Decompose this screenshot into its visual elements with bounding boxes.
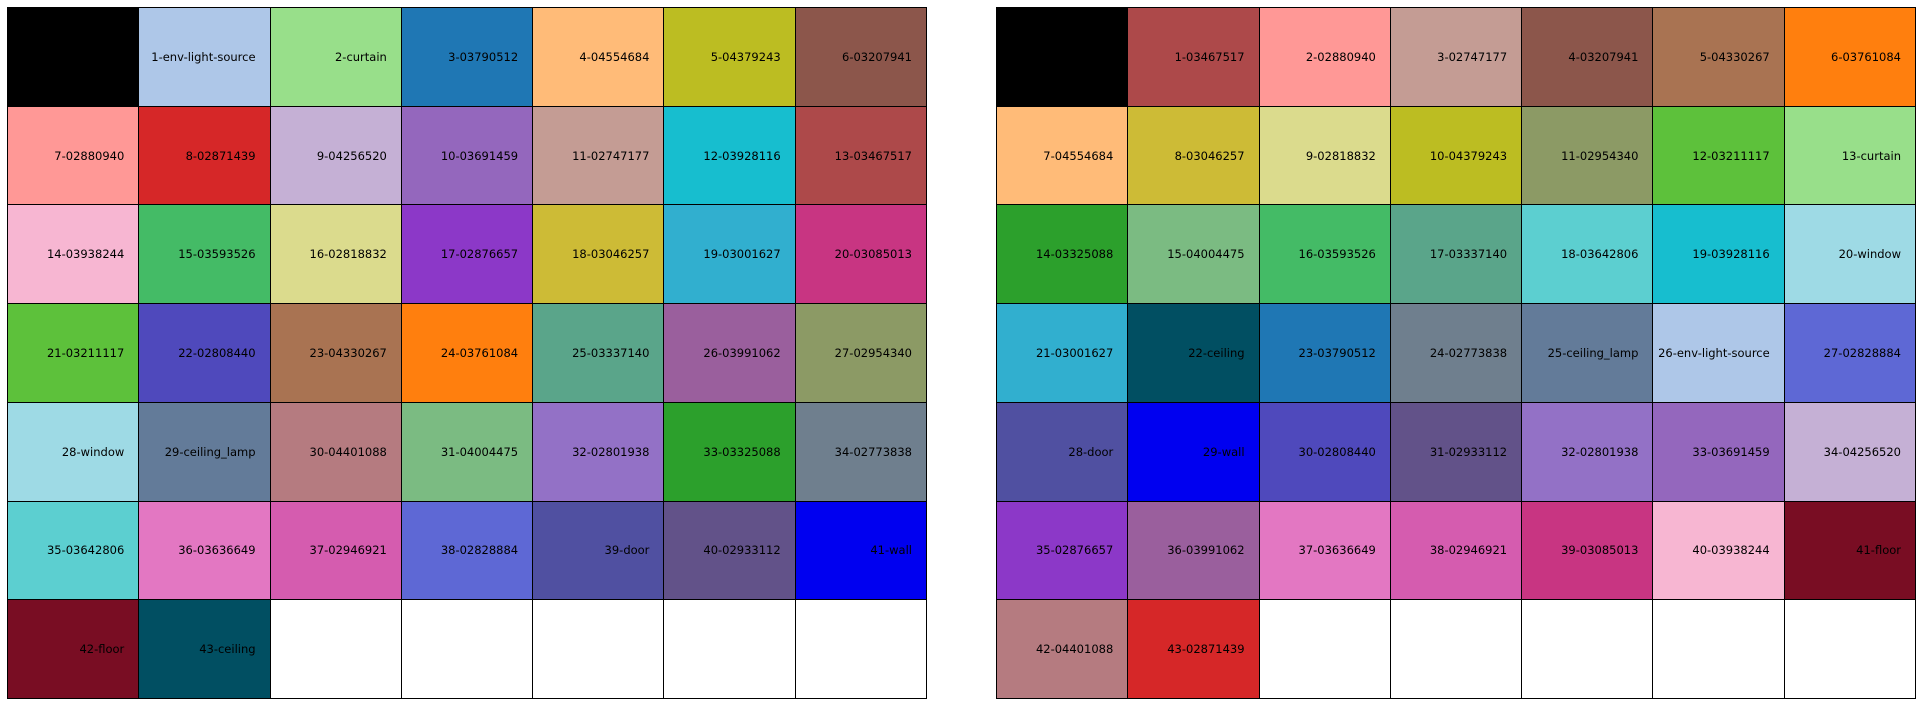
color-swatch: 29-ceiling_lamp xyxy=(139,403,270,502)
color-swatch: 4-03207941 xyxy=(1522,8,1653,107)
color-swatch: 14-03325088 xyxy=(997,205,1128,304)
color-swatch: 36-03991062 xyxy=(1128,502,1259,601)
empty-swatch xyxy=(1522,600,1653,699)
color-swatch: 6-03207941 xyxy=(796,8,927,107)
empty-swatch xyxy=(1785,600,1916,699)
empty-swatch xyxy=(271,600,402,699)
color-swatch: 40-02933112 xyxy=(664,502,795,601)
color-swatch: 21-03211117 xyxy=(8,304,139,403)
color-swatch: 1-03467517 xyxy=(1128,8,1259,107)
color-swatch: 3-02747177 xyxy=(1391,8,1522,107)
color-swatch: 28-door xyxy=(997,403,1128,502)
color-swatch: 16-02818832 xyxy=(271,205,402,304)
color-swatch: 34-02773838 xyxy=(796,403,927,502)
empty-swatch xyxy=(402,600,533,699)
color-swatch: 18-03642806 xyxy=(1522,205,1653,304)
empty-swatch xyxy=(997,8,1128,107)
color-swatch: 33-03325088 xyxy=(664,403,795,502)
color-swatch: 28-window xyxy=(8,403,139,502)
color-swatch: 37-02946921 xyxy=(271,502,402,601)
color-swatch: 39-door xyxy=(533,502,664,601)
color-swatch: 12-03211117 xyxy=(1653,107,1784,206)
color-swatch: 8-02871439 xyxy=(139,107,270,206)
color-swatch: 17-03337140 xyxy=(1391,205,1522,304)
color-swatch: 29-wall xyxy=(1128,403,1259,502)
color-swatch: 16-03593526 xyxy=(1260,205,1391,304)
color-swatch: 18-03046257 xyxy=(533,205,664,304)
color-swatch: 24-02773838 xyxy=(1391,304,1522,403)
color-swatch: 8-03046257 xyxy=(1128,107,1259,206)
color-swatch: 13-curtain xyxy=(1785,107,1916,206)
empty-swatch xyxy=(664,600,795,699)
color-swatch: 4-04554684 xyxy=(533,8,664,107)
color-swatch: 11-02747177 xyxy=(533,107,664,206)
color-swatch: 39-03085013 xyxy=(1522,502,1653,601)
empty-swatch xyxy=(533,600,664,699)
color-swatch: 41-wall xyxy=(796,502,927,601)
color-swatch: 23-04330267 xyxy=(271,304,402,403)
color-legend-grid-right xyxy=(996,7,1916,699)
color-swatch: 11-02954340 xyxy=(1522,107,1653,206)
empty-swatch xyxy=(1391,600,1522,699)
color-swatch: 15-03593526 xyxy=(139,205,270,304)
color-swatch: 31-04004475 xyxy=(402,403,533,502)
color-swatch: 25-03337140 xyxy=(533,304,664,403)
color-swatch: 6-03761084 xyxy=(1785,8,1916,107)
color-swatch: 12-03928116 xyxy=(664,107,795,206)
color-swatch: 35-03642806 xyxy=(8,502,139,601)
color-swatch: 32-02801938 xyxy=(1522,403,1653,502)
color-swatch: 35-02876657 xyxy=(997,502,1128,601)
color-swatch: 30-02808440 xyxy=(1260,403,1391,502)
color-swatch: 23-03790512 xyxy=(1260,304,1391,403)
color-swatch: 7-02880940 xyxy=(8,107,139,206)
color-swatch: 13-03467517 xyxy=(796,107,927,206)
color-swatch: 27-02828884 xyxy=(1785,304,1916,403)
color-swatch: 36-03636649 xyxy=(139,502,270,601)
color-swatch: 31-02933112 xyxy=(1391,403,1522,502)
color-swatch: 2-curtain xyxy=(271,8,402,107)
empty-swatch xyxy=(796,600,927,699)
color-swatch: 20-window xyxy=(1785,205,1916,304)
color-swatch: 37-03636649 xyxy=(1260,502,1391,601)
color-swatch: 17-02876657 xyxy=(402,205,533,304)
color-swatch: 43-02871439 xyxy=(1128,600,1259,699)
color-swatch: 24-03761084 xyxy=(402,304,533,403)
color-swatch: 38-02828884 xyxy=(402,502,533,601)
color-swatch: 10-04379243 xyxy=(1391,107,1522,206)
color-swatch: 32-02801938 xyxy=(533,403,664,502)
color-swatch: 34-04256520 xyxy=(1785,403,1916,502)
color-swatch: 5-04379243 xyxy=(664,8,795,107)
color-swatch: 5-04330267 xyxy=(1653,8,1784,107)
empty-swatch xyxy=(1653,600,1784,699)
color-swatch: 2-02880940 xyxy=(1260,8,1391,107)
color-swatch: 27-02954340 xyxy=(796,304,927,403)
color-swatch: 40-03938244 xyxy=(1653,502,1784,601)
color-swatch: 43-ceiling xyxy=(139,600,270,699)
color-swatch: 3-03790512 xyxy=(402,8,533,107)
color-swatch: 15-04004475 xyxy=(1128,205,1259,304)
color-swatch: 38-02946921 xyxy=(1391,502,1522,601)
color-swatch: 22-ceiling xyxy=(1128,304,1259,403)
color-swatch: 33-03691459 xyxy=(1653,403,1784,502)
color-swatch: 42-floor xyxy=(8,600,139,699)
color-swatch: 9-04256520 xyxy=(271,107,402,206)
color-swatch: 20-03085013 xyxy=(796,205,927,304)
color-swatch: 30-04401088 xyxy=(271,403,402,502)
color-swatch: 19-03928116 xyxy=(1653,205,1784,304)
color-swatch: 26-env-light-source xyxy=(1653,304,1784,403)
color-swatch: 10-03691459 xyxy=(402,107,533,206)
color-swatch: 1-env-light-source xyxy=(139,8,270,107)
color-swatch: 21-03001627 xyxy=(997,304,1128,403)
color-swatch: 25-ceiling_lamp xyxy=(1522,304,1653,403)
color-swatch: 14-03938244 xyxy=(8,205,139,304)
color-swatch: 26-03991062 xyxy=(664,304,795,403)
empty-swatch xyxy=(8,8,139,107)
color-legend-grid-left xyxy=(7,7,927,699)
color-swatch: 41-floor xyxy=(1785,502,1916,601)
color-swatch: 42-04401088 xyxy=(997,600,1128,699)
empty-swatch xyxy=(1260,600,1391,699)
color-swatch: 7-04554684 xyxy=(997,107,1128,206)
color-swatch: 9-02818832 xyxy=(1260,107,1391,206)
color-swatch: 22-02808440 xyxy=(139,304,270,403)
color-swatch: 19-03001627 xyxy=(664,205,795,304)
